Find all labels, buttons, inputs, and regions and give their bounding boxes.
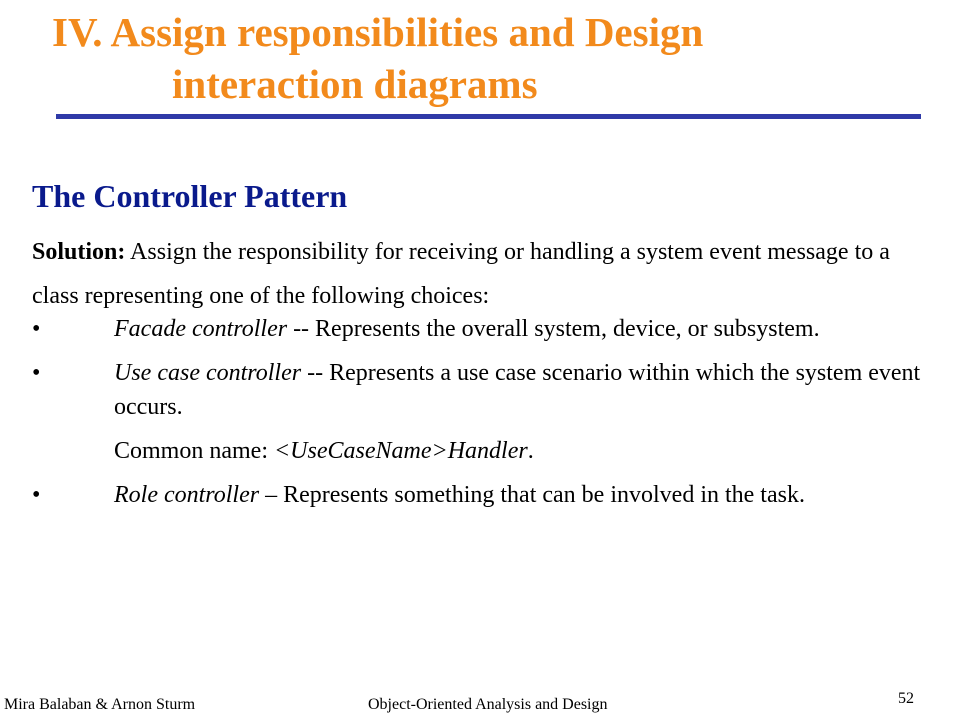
common-name-suffix: . [527,438,534,464]
bullet-term: Facade controller [114,316,288,342]
solution-paragraph [32,230,928,318]
common-name-value: <UseCaseName>Handler [273,438,528,464]
bullet-text: – Represents something that can be involved in the task. [259,482,805,508]
slide-title-line-1: IV. Assign responsibilities and Design [52,9,704,55]
common-name-prefix: Common name: [114,438,274,464]
list-item [32,478,932,512]
common-name-line [32,434,932,468]
bullet-icon: • [32,316,41,342]
solution-text: Assign the responsibility for receiving or handling a system event message to a class representing one of the following choices: [32,239,890,309]
section-heading: The Controller Pattern [32,178,348,214]
choices-list [32,312,932,522]
bullet-term: Use case controller [114,360,302,386]
footer-course: Object-Oriented Analysis and Design [368,696,608,713]
bullet-text: -- Represents the overall system, device, or subsystem. [287,316,820,342]
title-underline [56,114,921,119]
list-item [32,356,932,424]
bullet-text: -- Represents a use case scenario within which the system event occurs. [114,360,921,420]
bullet-icon: • [32,360,41,386]
slide-title [52,6,932,110]
page-number: 52 [898,690,914,707]
list-item [32,312,932,346]
bullet-icon: • [32,482,41,508]
solution-label: Solution: [32,239,126,265]
slide-title-line-2: interaction diagrams [172,61,538,107]
bullet-term: Role controller [114,482,260,508]
footer-authors: Mira Balaban & Arnon Sturm [4,696,196,713]
